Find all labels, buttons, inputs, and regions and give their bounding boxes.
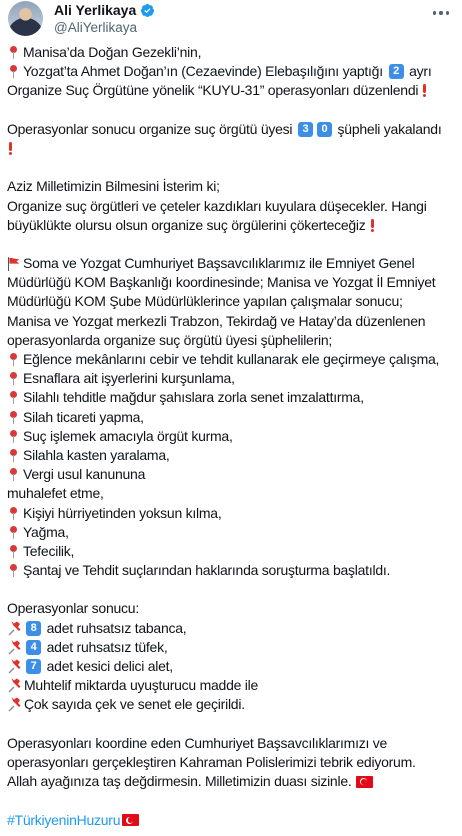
text-line: Aziz Milletimizin Bilmesini İsterim ki; — [7, 178, 220, 195]
exclamation-icon — [421, 83, 428, 98]
pushpin-icon — [7, 640, 23, 655]
round-pushpin-icon — [7, 544, 20, 559]
list-item: Suç işlemek amacıyla örgüt kurma, — [7, 427, 459, 446]
round-pushpin-icon — [7, 429, 20, 444]
verified-badge-icon — [140, 3, 155, 18]
turkey-flag-icon — [356, 776, 373, 788]
tweet-text — [7, 43, 459, 830]
text-line: operasyonları gerçekleştiren Kahraman Polislerimizi tebrik ediyorum. — [7, 753, 416, 770]
list-item: Silah ticareti yapma, — [7, 408, 459, 427]
pushpin-icon — [7, 621, 23, 636]
round-pushpin-icon — [7, 448, 20, 463]
more-options-button[interactable] — [426, 3, 456, 23]
hashtag-link[interactable]: #TürkiyeninHuzuru — [7, 811, 121, 828]
text-line — [7, 811, 459, 830]
text-line: Soma ve Yozgat Cumhuriyet Başsavcılıklarımız ile Emniyet Genel — [7, 254, 459, 273]
turkey-flag-icon — [122, 814, 139, 826]
list-item: 4 adet ruhsatsız tüfek, — [7, 638, 459, 657]
round-pushpin-icon — [7, 506, 20, 521]
list-item: Vergi usul kanununa — [7, 465, 459, 484]
text-line: Operasyonları koordine eden Cumhuriyet Başsavcılıklarımızı ve — [7, 734, 388, 751]
tweet-header — [0, 0, 462, 40]
pushpin-icon — [7, 678, 23, 693]
keycap-number: 4 — [26, 640, 41, 655]
avatar[interactable] — [8, 1, 43, 36]
round-pushpin-icon — [7, 467, 20, 482]
text-line: Organize suç örgütleri ve çeteler kazdıkları kuyulara düşecekler. Hangi — [7, 197, 427, 214]
list-item: 7 adet kesici delici alet, — [7, 657, 459, 676]
round-pushpin-icon — [7, 525, 20, 540]
more-dot-icon — [446, 11, 449, 14]
keycap-number: 0 — [317, 122, 332, 137]
list-item: 8 adet ruhsatsız tabanca, — [7, 619, 459, 638]
pushpin-icon — [7, 697, 23, 712]
text-line: Manisa’da Doğan Gezekli’nin, — [7, 43, 459, 62]
round-pushpin-icon — [7, 352, 20, 367]
keycap-number: 3 — [298, 122, 313, 137]
keycap-number: 7 — [26, 659, 41, 674]
pushpin-icon — [7, 659, 23, 674]
list-item: Çok sayıda çek ve senet ele geçirildi. — [7, 695, 459, 714]
text-line: Organize Suç Örgütüne yönelik “KUYU-31” operasyonları düzenlendi — [7, 81, 459, 100]
round-pushpin-icon — [7, 371, 20, 386]
exclamation-icon — [7, 141, 14, 156]
round-pushpin-icon — [7, 563, 20, 578]
text-line: Operasyonlar sonucu: — [7, 600, 139, 617]
more-dot-icon — [433, 11, 436, 14]
text-line: Müdürlüğü KOM Şube Müdürlüklerince yapılan çalışmalar sonucu; — [7, 293, 403, 310]
list-item: Kişiyi hürriyetinden yoksun kılma, — [7, 504, 459, 523]
list-item: Silahla kasten yaralama, — [7, 446, 459, 465]
list-item: Şantaj ve Tehdit suçlarından haklarında soruşturma başlatıldı. — [7, 561, 459, 580]
round-pushpin-icon — [7, 410, 20, 425]
author-name[interactable]: Ali Yerlikaya — [54, 2, 137, 18]
author-name-row — [54, 2, 155, 19]
round-pushpin-icon — [7, 390, 20, 405]
round-pushpin-icon — [7, 45, 20, 60]
author-handle[interactable]: @AliYerlikaya — [54, 20, 137, 35]
more-dot-icon — [439, 11, 442, 14]
text-line: Müdürlüğü KOM Başkanlığı koordinesinde; Manisa ve Yozgat İl Emniyet — [7, 274, 436, 291]
keycap-number: 2 — [389, 64, 404, 79]
text-line: Yozgat’ta Ahmet Doğan’ın (Cezaevinde) Elebaşılığını yaptığı 2 ayrı — [7, 62, 459, 81]
keycap-number: 8 — [26, 621, 41, 636]
list-item: Silahlı tehditle mağdur şahıslara zorla senet imzalattırma, — [7, 388, 459, 407]
list-item: Eğlence mekânlarını cebir ve tehdit kullanarak ele geçirmeye çalışma, — [7, 350, 459, 369]
round-pushpin-icon — [7, 64, 20, 79]
exclamation-icon — [369, 218, 376, 233]
text-line: Operasyonlar sonucu organize suç örgütü üyesi 3 0 şüpheli yakalandı — [7, 120, 442, 137]
list-item: Esnaflara ait işyerlerini kurşunlama, — [7, 369, 459, 388]
text-line — [7, 139, 459, 158]
triangular-flag-icon — [7, 257, 20, 271]
text-line: büyüklükte olursu olsun organize suç örgülerini çökerteceğiz — [7, 216, 459, 235]
text-line: Allah ayağınıza taş değdirmesin. Milletimizin duası sizinle. — [7, 772, 459, 791]
list-item: Muhtelif miktarda uyuşturucu madde ile — [7, 676, 459, 695]
list-item: Yağma, — [7, 523, 459, 542]
text-line: muhalefet etme, — [7, 485, 104, 502]
list-item: Tefecilik, — [7, 542, 459, 561]
text-line: operasyonlarda organize suç örgütü üyesi şüphelilerin; — [7, 331, 333, 348]
text-line: Manisa ve Yozgat merkezli Trabzon, Tekirdağ ve Hatay’da düzenlenen — [7, 312, 426, 329]
